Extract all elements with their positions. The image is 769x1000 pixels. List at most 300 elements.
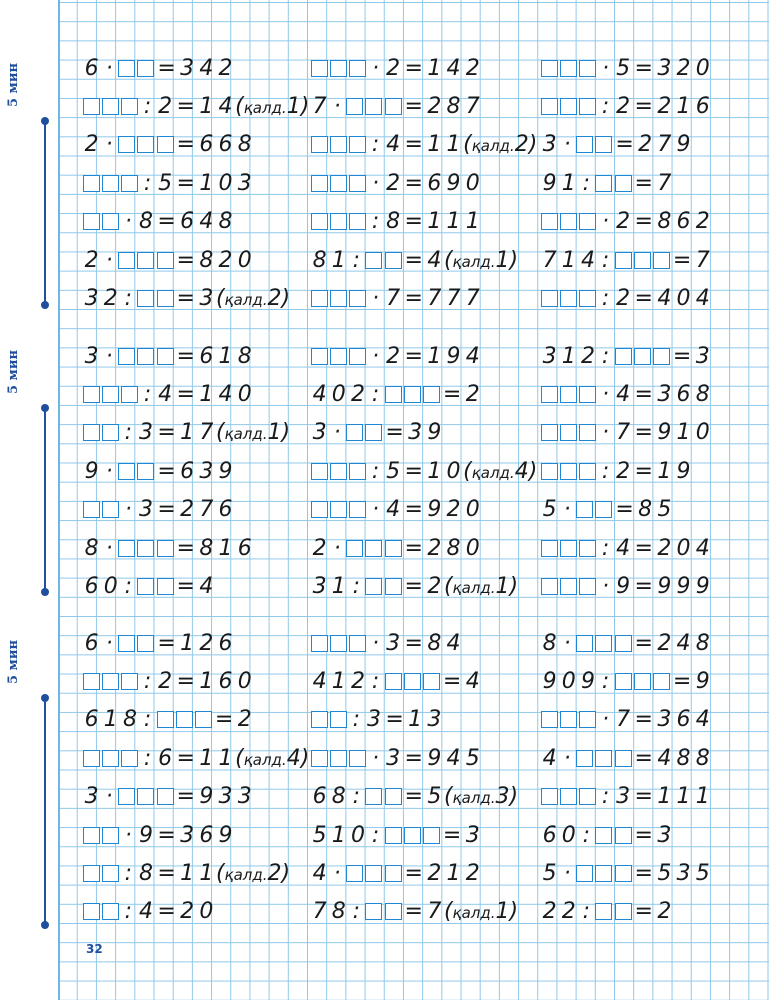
digit: 8 bbox=[138, 860, 153, 886]
remainder-note: (қалд.2) bbox=[463, 132, 538, 158]
answer-box[interactable] bbox=[118, 60, 135, 77]
operator: · bbox=[563, 745, 571, 771]
digit: 5 bbox=[312, 822, 327, 848]
answer-box[interactable] bbox=[560, 290, 577, 307]
answer-box[interactable] bbox=[102, 424, 119, 441]
answer-box[interactable] bbox=[615, 903, 632, 920]
answer-box[interactable] bbox=[121, 98, 138, 115]
equals-sign: = bbox=[385, 420, 404, 446]
answer-box[interactable] bbox=[579, 788, 596, 805]
answer-box[interactable] bbox=[157, 252, 174, 269]
equation-row bbox=[82, 897, 216, 927]
answer-box[interactable] bbox=[560, 578, 577, 595]
answer-box[interactable] bbox=[579, 213, 596, 230]
remainder-word: қалд. bbox=[224, 425, 268, 444]
answer-box[interactable] bbox=[102, 213, 119, 230]
answer-box[interactable] bbox=[579, 711, 596, 728]
digit: 2 bbox=[312, 535, 327, 561]
digit: 5 bbox=[695, 860, 710, 886]
equals-sign: = bbox=[634, 745, 653, 771]
digit: 3 bbox=[84, 343, 99, 369]
digit: 6 bbox=[427, 170, 442, 196]
answer-box[interactable] bbox=[634, 252, 651, 269]
answer-box[interactable] bbox=[579, 60, 596, 77]
equals-sign: = bbox=[404, 458, 423, 484]
digit: 3 bbox=[84, 784, 99, 810]
answer-box[interactable] bbox=[137, 788, 154, 805]
answer-box[interactable] bbox=[311, 635, 328, 652]
answer-box[interactable] bbox=[330, 750, 347, 767]
digit: 4 bbox=[138, 899, 153, 925]
answer-box[interactable] bbox=[121, 750, 138, 767]
answer-box[interactable] bbox=[576, 865, 593, 882]
answer-box[interactable] bbox=[118, 540, 135, 557]
equals-sign: = bbox=[157, 497, 176, 523]
operator: · bbox=[333, 93, 341, 119]
answer-box[interactable] bbox=[83, 386, 100, 403]
digit: 2 bbox=[350, 668, 365, 694]
answer-box[interactable] bbox=[541, 98, 558, 115]
equation-row bbox=[82, 456, 235, 486]
equation-row bbox=[310, 628, 463, 658]
answer-box[interactable] bbox=[311, 213, 328, 230]
answer-box[interactable] bbox=[330, 136, 347, 153]
answer-box[interactable] bbox=[385, 578, 402, 595]
digit: 0 bbox=[218, 170, 233, 196]
answer-box[interactable] bbox=[595, 136, 612, 153]
answer-box[interactable] bbox=[102, 98, 119, 115]
answer-box[interactable] bbox=[615, 865, 632, 882]
answer-box[interactable] bbox=[404, 827, 421, 844]
digit: 6 bbox=[312, 784, 327, 810]
equation-row bbox=[310, 245, 518, 275]
equals-sign: = bbox=[634, 209, 653, 235]
digit: 0 bbox=[465, 497, 480, 523]
answer-box[interactable] bbox=[404, 386, 421, 403]
remainder-note: (қалд.2) bbox=[215, 285, 291, 311]
answer-box[interactable] bbox=[157, 540, 174, 557]
answer-box[interactable] bbox=[423, 386, 440, 403]
answer-box[interactable] bbox=[157, 136, 174, 153]
equals-sign: = bbox=[634, 784, 653, 810]
answer-box[interactable] bbox=[137, 348, 154, 365]
answer-box[interactable] bbox=[349, 213, 366, 230]
answer-box[interactable] bbox=[157, 348, 174, 365]
answer-box[interactable] bbox=[385, 386, 402, 403]
answer-box[interactable] bbox=[615, 635, 632, 652]
answer-box[interactable] bbox=[541, 60, 558, 77]
digit: 4 bbox=[542, 745, 557, 771]
answer-box[interactable] bbox=[102, 750, 119, 767]
answer-box[interactable] bbox=[311, 711, 328, 728]
digit: 2 bbox=[386, 343, 401, 369]
answer-box[interactable] bbox=[349, 463, 366, 480]
answer-box[interactable] bbox=[137, 60, 154, 77]
equals-sign: = bbox=[615, 497, 634, 523]
answer-box[interactable] bbox=[541, 463, 558, 480]
digit: 0 bbox=[676, 285, 691, 311]
answer-box[interactable] bbox=[330, 635, 347, 652]
answer-box[interactable] bbox=[83, 865, 100, 882]
answer-box[interactable] bbox=[330, 213, 347, 230]
remainder-note: (қалд.3) bbox=[443, 784, 519, 810]
answer-box[interactable] bbox=[615, 673, 632, 690]
answer-box[interactable] bbox=[595, 750, 612, 767]
answer-box[interactable] bbox=[560, 540, 577, 557]
answer-box[interactable] bbox=[349, 175, 366, 192]
answer-box[interactable] bbox=[615, 252, 632, 269]
time-limit-dot bbox=[41, 404, 49, 412]
answer-box[interactable] bbox=[365, 903, 382, 920]
answer-box[interactable] bbox=[576, 136, 593, 153]
digit: 6 bbox=[676, 209, 691, 235]
answer-box[interactable] bbox=[102, 175, 119, 192]
equation-row bbox=[540, 571, 712, 601]
answer-box[interactable] bbox=[349, 635, 366, 652]
digit: 8 bbox=[386, 209, 401, 235]
digit: 0 bbox=[676, 535, 691, 561]
answer-box[interactable] bbox=[137, 290, 154, 307]
equation-row bbox=[310, 533, 482, 563]
operator: · bbox=[372, 630, 380, 656]
answer-box[interactable] bbox=[349, 750, 366, 767]
answer-box[interactable] bbox=[330, 60, 347, 77]
answer-box[interactable] bbox=[83, 213, 100, 230]
answer-box[interactable] bbox=[349, 136, 366, 153]
answer-box[interactable] bbox=[579, 463, 596, 480]
answer-box[interactable] bbox=[385, 903, 402, 920]
operator: : bbox=[371, 822, 380, 848]
equals-sign: = bbox=[442, 381, 462, 407]
answer-box[interactable] bbox=[541, 290, 558, 307]
digit: 5 bbox=[616, 55, 631, 81]
answer-box[interactable] bbox=[560, 463, 577, 480]
answer-box[interactable] bbox=[137, 252, 154, 269]
answer-box[interactable] bbox=[83, 175, 100, 192]
equals-sign: = bbox=[176, 343, 195, 369]
answer-box[interactable] bbox=[576, 635, 593, 652]
answer-box[interactable] bbox=[346, 865, 363, 882]
answer-box[interactable] bbox=[595, 635, 612, 652]
answer-box[interactable] bbox=[579, 98, 596, 115]
answer-box[interactable] bbox=[541, 788, 558, 805]
answer-box[interactable] bbox=[118, 136, 135, 153]
digit: 2 bbox=[199, 630, 214, 656]
answer-box[interactable] bbox=[579, 386, 596, 403]
operator: · bbox=[105, 458, 113, 484]
answer-box[interactable] bbox=[576, 501, 593, 518]
digit: 2 bbox=[103, 285, 118, 311]
equation-row bbox=[540, 53, 712, 83]
answer-box[interactable] bbox=[579, 424, 596, 441]
answer-box[interactable] bbox=[330, 290, 347, 307]
answer-box[interactable] bbox=[385, 827, 402, 844]
equals-sign: = bbox=[157, 630, 176, 656]
answer-box[interactable] bbox=[102, 673, 119, 690]
digit: 2 bbox=[350, 381, 365, 407]
answer-box[interactable] bbox=[560, 788, 577, 805]
answer-box[interactable] bbox=[615, 175, 632, 192]
answer-box[interactable] bbox=[157, 788, 174, 805]
answer-box[interactable] bbox=[365, 540, 382, 557]
answer-box[interactable] bbox=[137, 635, 154, 652]
digit: 4 bbox=[657, 745, 672, 771]
digit: 7 bbox=[199, 420, 214, 446]
answer-box[interactable] bbox=[560, 424, 577, 441]
equals-sign: = bbox=[157, 458, 176, 484]
equals-sign: = bbox=[404, 899, 423, 925]
digit: 8 bbox=[237, 343, 252, 369]
answer-box[interactable] bbox=[560, 711, 577, 728]
answer-box[interactable] bbox=[330, 175, 347, 192]
operator: · bbox=[602, 707, 610, 733]
digit: 7 bbox=[657, 170, 672, 196]
answer-box[interactable] bbox=[311, 750, 328, 767]
digit: 4 bbox=[695, 285, 710, 311]
answer-box[interactable] bbox=[653, 252, 670, 269]
digit: 1 bbox=[446, 132, 461, 158]
answer-box[interactable] bbox=[346, 98, 363, 115]
digit: 7 bbox=[616, 707, 631, 733]
answer-box[interactable] bbox=[330, 348, 347, 365]
digit: 6 bbox=[237, 535, 252, 561]
digit: 9 bbox=[676, 573, 691, 599]
answer-box[interactable] bbox=[330, 711, 347, 728]
equals-sign: = bbox=[634, 535, 653, 561]
answer-box[interactable] bbox=[365, 98, 382, 115]
digit: 9 bbox=[138, 822, 153, 848]
equals-sign: = bbox=[634, 55, 653, 81]
digit: 2 bbox=[465, 381, 480, 407]
answer-box[interactable] bbox=[157, 711, 174, 728]
digit: 9 bbox=[676, 132, 691, 158]
answer-box[interactable] bbox=[560, 98, 577, 115]
digit: 6 bbox=[180, 209, 195, 235]
digit: 4 bbox=[657, 285, 672, 311]
digit: 5 bbox=[427, 784, 442, 810]
answer-box[interactable] bbox=[541, 578, 558, 595]
digit: 1 bbox=[199, 93, 214, 119]
answer-box[interactable] bbox=[102, 903, 119, 920]
digit: 2 bbox=[616, 285, 631, 311]
operator: · bbox=[602, 55, 610, 81]
answer-box[interactable] bbox=[365, 424, 382, 441]
digit: 6 bbox=[84, 707, 99, 733]
remainder-value: 1 bbox=[495, 247, 510, 273]
answer-box[interactable] bbox=[595, 865, 612, 882]
answer-box[interactable] bbox=[385, 252, 402, 269]
equals-sign: = bbox=[404, 209, 423, 235]
answer-box[interactable] bbox=[83, 750, 100, 767]
answer-box[interactable] bbox=[634, 673, 651, 690]
answer-box[interactable] bbox=[83, 903, 100, 920]
answer-box[interactable] bbox=[385, 788, 402, 805]
answer-box[interactable] bbox=[311, 463, 328, 480]
digit: 3 bbox=[237, 784, 252, 810]
answer-box[interactable] bbox=[541, 213, 558, 230]
answer-box[interactable] bbox=[560, 213, 577, 230]
answer-box[interactable] bbox=[365, 865, 382, 882]
operator: : bbox=[601, 247, 610, 273]
answer-box[interactable] bbox=[102, 501, 119, 518]
answer-box[interactable] bbox=[195, 711, 212, 728]
digit: 1 bbox=[331, 822, 346, 848]
answer-box[interactable] bbox=[579, 290, 596, 307]
answer-box[interactable] bbox=[404, 673, 421, 690]
digit: 4 bbox=[199, 573, 214, 599]
answer-box[interactable] bbox=[118, 788, 135, 805]
answer-box[interactable] bbox=[83, 98, 100, 115]
answer-box[interactable] bbox=[311, 348, 328, 365]
answer-box[interactable] bbox=[653, 348, 670, 365]
answer-box[interactable] bbox=[330, 463, 347, 480]
remainder-word: қалд. bbox=[224, 290, 268, 309]
answer-box[interactable] bbox=[365, 788, 382, 805]
equation-row bbox=[540, 91, 712, 121]
digit: 0 bbox=[237, 381, 252, 407]
answer-box[interactable] bbox=[365, 578, 382, 595]
answer-box[interactable] bbox=[576, 750, 593, 767]
equation-row bbox=[82, 130, 254, 160]
answer-box[interactable] bbox=[311, 136, 328, 153]
equation-row bbox=[310, 379, 482, 409]
digit: 2 bbox=[676, 55, 691, 81]
answer-box[interactable] bbox=[541, 540, 558, 557]
operator: · bbox=[372, 170, 380, 196]
equation-row bbox=[310, 207, 482, 237]
answer-box[interactable] bbox=[330, 501, 347, 518]
answer-box[interactable] bbox=[137, 136, 154, 153]
answer-box[interactable] bbox=[83, 501, 100, 518]
answer-box[interactable] bbox=[560, 386, 577, 403]
digit: 9 bbox=[199, 784, 214, 810]
answer-box[interactable] bbox=[365, 252, 382, 269]
digit: 1 bbox=[446, 209, 461, 235]
answer-box[interactable] bbox=[615, 827, 632, 844]
digit: 0 bbox=[561, 822, 576, 848]
answer-box[interactable] bbox=[615, 750, 632, 767]
digit: 4 bbox=[312, 860, 327, 886]
answer-box[interactable] bbox=[102, 827, 119, 844]
answer-box[interactable] bbox=[349, 348, 366, 365]
time-limit-dot bbox=[41, 588, 49, 596]
digit: 8 bbox=[446, 93, 461, 119]
answer-box[interactable] bbox=[579, 578, 596, 595]
digit: 9 bbox=[542, 668, 557, 694]
answer-box[interactable] bbox=[137, 463, 154, 480]
equation-row bbox=[310, 130, 537, 160]
operator: : bbox=[601, 285, 610, 311]
answer-box[interactable] bbox=[634, 348, 651, 365]
answer-box[interactable] bbox=[118, 252, 135, 269]
operator: · bbox=[124, 822, 132, 848]
equation-row bbox=[540, 418, 712, 448]
answer-box[interactable] bbox=[541, 424, 558, 441]
answer-box[interactable] bbox=[83, 827, 100, 844]
answer-box[interactable] bbox=[137, 578, 154, 595]
answer-box[interactable] bbox=[157, 578, 174, 595]
equals-sign: = bbox=[634, 822, 653, 848]
equals-sign: = bbox=[634, 170, 653, 196]
answer-box[interactable] bbox=[349, 290, 366, 307]
answer-box[interactable] bbox=[83, 673, 100, 690]
answer-box[interactable] bbox=[385, 673, 402, 690]
equation-row bbox=[310, 782, 518, 812]
answer-box[interactable] bbox=[595, 827, 612, 844]
answer-box[interactable] bbox=[541, 386, 558, 403]
answer-box[interactable] bbox=[311, 60, 328, 77]
answer-box[interactable] bbox=[560, 60, 577, 77]
equals-sign: = bbox=[404, 784, 423, 810]
digit: 4 bbox=[386, 132, 401, 158]
answer-box[interactable] bbox=[541, 711, 558, 728]
answer-box[interactable] bbox=[157, 290, 174, 307]
answer-box[interactable] bbox=[121, 175, 138, 192]
digit: 0 bbox=[237, 247, 252, 273]
digit: 9 bbox=[616, 573, 631, 599]
operator: : bbox=[601, 458, 610, 484]
answer-box[interactable] bbox=[118, 635, 135, 652]
answer-box[interactable] bbox=[346, 424, 363, 441]
answer-box[interactable] bbox=[311, 290, 328, 307]
answer-box[interactable] bbox=[653, 673, 670, 690]
answer-box[interactable] bbox=[349, 501, 366, 518]
operator: : bbox=[371, 209, 380, 235]
digit: 2 bbox=[218, 247, 233, 273]
digit: 6 bbox=[180, 458, 195, 484]
answer-box[interactable] bbox=[137, 540, 154, 557]
digit: 2 bbox=[657, 535, 672, 561]
answer-box[interactable] bbox=[83, 424, 100, 441]
time-limit-line bbox=[44, 120, 46, 305]
answer-box[interactable] bbox=[385, 865, 402, 882]
time-limit-label: 5 мин bbox=[6, 62, 21, 108]
digit: 8 bbox=[138, 209, 153, 235]
digit: 4 bbox=[312, 668, 327, 694]
equals-sign: = bbox=[672, 247, 692, 273]
answer-box[interactable] bbox=[595, 175, 612, 192]
digit: 6 bbox=[218, 668, 233, 694]
answer-box[interactable] bbox=[615, 348, 632, 365]
answer-box[interactable] bbox=[349, 60, 366, 77]
digit: 8 bbox=[331, 784, 346, 810]
answer-box[interactable] bbox=[595, 903, 612, 920]
answer-box[interactable] bbox=[121, 386, 138, 403]
answer-box[interactable] bbox=[102, 865, 119, 882]
answer-box[interactable] bbox=[311, 175, 328, 192]
answer-box[interactable] bbox=[118, 348, 135, 365]
answer-box[interactable] bbox=[121, 673, 138, 690]
answer-box[interactable] bbox=[423, 827, 440, 844]
digit: 3 bbox=[138, 420, 153, 446]
answer-box[interactable] bbox=[385, 98, 402, 115]
remainder-word: қалд. bbox=[452, 578, 496, 597]
answer-box[interactable] bbox=[176, 711, 193, 728]
answer-box[interactable] bbox=[118, 463, 135, 480]
answer-box[interactable] bbox=[311, 501, 328, 518]
digit: 7 bbox=[695, 247, 710, 273]
answer-box[interactable] bbox=[595, 501, 612, 518]
answer-box[interactable] bbox=[385, 540, 402, 557]
digit: 1 bbox=[218, 343, 233, 369]
digit: 2 bbox=[158, 93, 173, 119]
answer-box[interactable] bbox=[346, 540, 363, 557]
digit: 6 bbox=[695, 93, 710, 119]
answer-box[interactable] bbox=[102, 386, 119, 403]
digit: 8 bbox=[695, 381, 710, 407]
answer-box[interactable] bbox=[423, 673, 440, 690]
answer-box[interactable] bbox=[579, 540, 596, 557]
